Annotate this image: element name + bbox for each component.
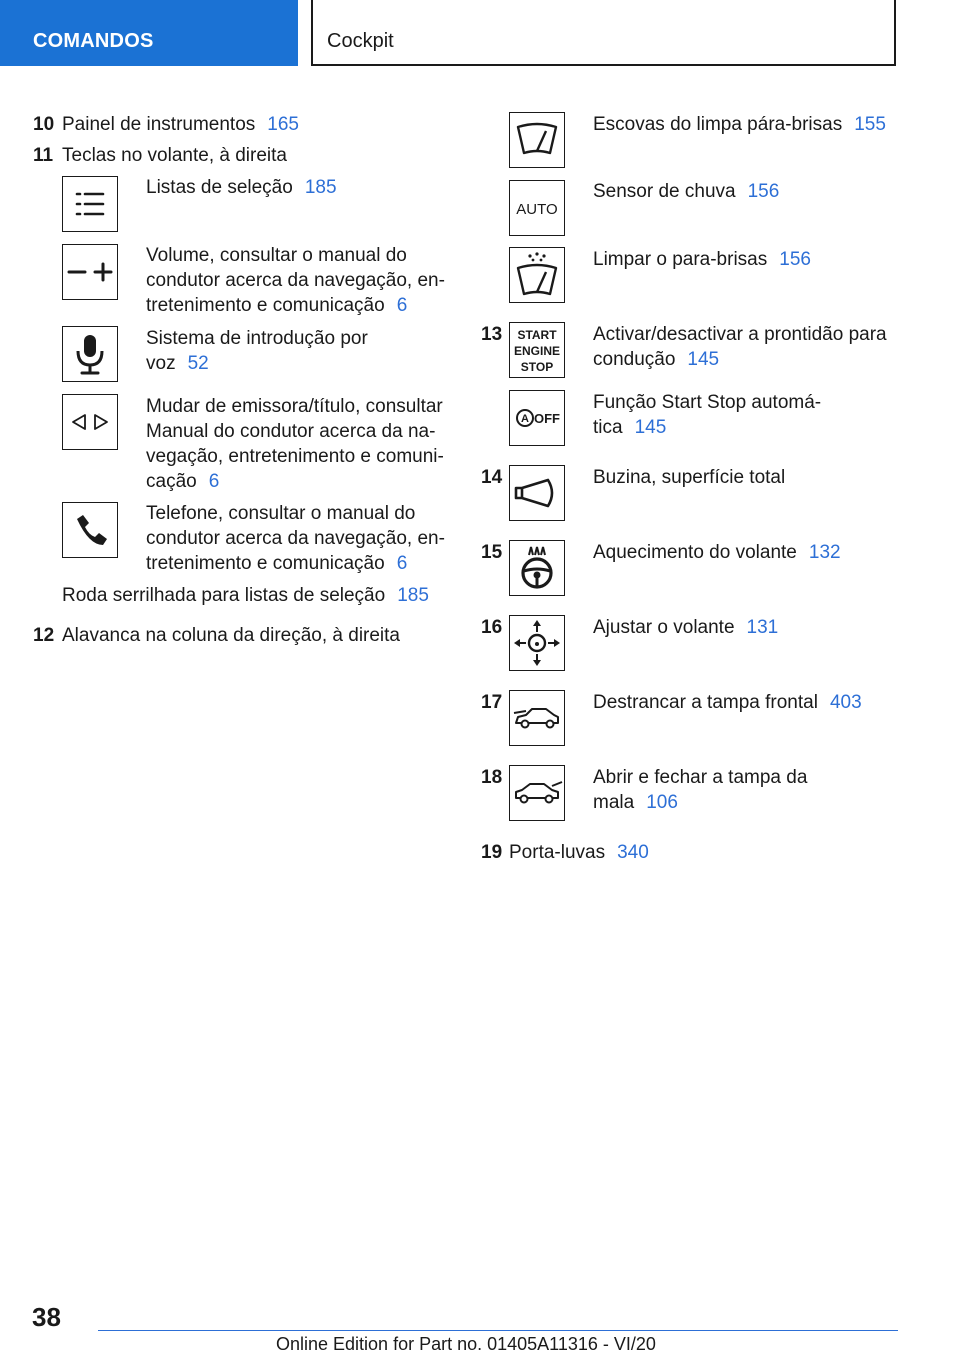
entry-text: Limpar o para-brisas 156 (593, 249, 811, 270)
entry-text: Activar/desactivar a prontidão para (593, 324, 887, 345)
entry-text: Telefone, consultar o manual do (146, 503, 416, 524)
steering-adjust-icon[interactable] (509, 615, 565, 671)
entry-text: tica 145 (593, 417, 667, 438)
page-ref-link[interactable]: 185 (397, 585, 429, 606)
entry-text: Listas de seleção 185 (146, 177, 337, 198)
entry-text: condutor acerca da navegação, en- (146, 528, 445, 549)
svg-text:A: A (521, 413, 529, 425)
microphone-icon (62, 326, 118, 382)
page-ref-link[interactable]: 145 (687, 349, 720, 370)
auto-icon (509, 180, 565, 236)
entry-text: Sistema de introdução por (146, 328, 368, 349)
volume-icon (62, 244, 118, 300)
item-number: 18 (481, 767, 503, 788)
item-number: 14 (481, 467, 503, 488)
entry-text: mala 106 (593, 792, 678, 813)
entry-text: Mudar de emissora/título, consultar (146, 396, 443, 417)
page-ref-link[interactable]: 340 (617, 842, 649, 863)
entry-text: cação 6 (146, 471, 220, 492)
page-ref-link[interactable]: 106 (646, 792, 678, 813)
item-number: 12 (33, 625, 55, 646)
section-label: COMANDOS (33, 30, 154, 52)
item-number: 11 (33, 145, 54, 166)
page-ref-link[interactable]: 132 (808, 542, 841, 563)
chapter-header (311, 0, 896, 66)
page-ref-link[interactable]: 145 (634, 417, 667, 438)
entry-text: Manual do condutor acerca da na- (146, 421, 436, 442)
horn-icon (509, 465, 565, 521)
icon-text: AUTO (516, 201, 558, 218)
entry-text: Volume, consultar o manual do (146, 245, 407, 266)
page-ref-link[interactable]: 403 (829, 692, 862, 713)
thumbwheel-text: Roda serrilhada para listas de seleção 185 (62, 585, 429, 606)
steering-heat-icon[interactable] (509, 540, 565, 596)
item-number: 19 (481, 842, 503, 863)
entry-text: Escovas do limpa pára-brisas 155 (593, 114, 886, 135)
entry-text: Sensor de chuva 156 (593, 181, 780, 202)
entry-text: Ajustar o volante 131 (593, 617, 779, 638)
page-ref-link[interactable]: 155 (854, 114, 886, 135)
section-tab (0, 0, 298, 66)
entry-text: tretenimento e comunicação 6 (146, 295, 408, 316)
list-icon (62, 176, 118, 232)
auto-start-stop-off-icon (509, 390, 565, 446)
page-ref-link[interactable]: 185 (304, 177, 337, 198)
item-number: 17 (481, 692, 503, 713)
entry-text: Buzina, superfície total (593, 467, 786, 488)
page-ref-link[interactable]: 6 (396, 295, 408, 316)
footer-divider (98, 1330, 898, 1331)
page-ref-link[interactable]: 131 (746, 617, 779, 638)
icon-text: ENGINE (513, 344, 561, 358)
entry-text: vegação, entretenimento e comuni- (146, 446, 444, 467)
chapter-title: Cockpit (327, 30, 394, 52)
entry-text: condutor acerca da navegação, en- (146, 270, 445, 291)
icon-text: STOP (520, 360, 554, 374)
item-number: 15 (481, 542, 503, 563)
entry-text: condução 145 (593, 349, 720, 370)
trunk-icon[interactable] (509, 765, 565, 821)
phone-icon (62, 502, 118, 558)
item-number: 13 (481, 324, 503, 345)
entry-text: Destrancar a tampa frontal 403 (593, 692, 862, 713)
item-number: 16 (481, 617, 503, 638)
page-number: 38 (32, 1302, 61, 1332)
page-ref-link[interactable]: 6 (396, 553, 408, 574)
item-text: Teclas no volante, à direita (62, 145, 287, 166)
item-text: Painel de instrumentos 165 (62, 114, 299, 135)
wiper-icon (509, 112, 565, 168)
page-ref-link[interactable]: 6 (208, 471, 220, 492)
entry-text: tretenimento e comunicação 6 (146, 553, 408, 574)
item-number: 10 (33, 114, 55, 135)
skip-arrows-icon (62, 394, 118, 450)
page-ref-link[interactable]: 156 (747, 181, 780, 202)
page-ref-link[interactable]: 156 (779, 249, 811, 270)
item-text: Alavanca na coluna da direção, à direita (62, 625, 401, 646)
front-hood-icon (509, 690, 565, 746)
washer-icon (509, 247, 565, 303)
entry-text: Aquecimento do volante 132 (593, 542, 841, 563)
entry-text: Abrir e fechar a tampa da (593, 767, 808, 788)
entry-text: Função Start Stop automá- (593, 392, 822, 413)
start-stop-icon[interactable] (509, 322, 565, 378)
icon-text: START (517, 328, 557, 342)
item-text: Porta-luvas 340 (509, 842, 649, 863)
page-ref-link[interactable]: 52 (187, 353, 209, 374)
icon-text: OFF (534, 411, 560, 426)
edition-text: Online Edition for Part no. 01405A11316 - VI/20 (276, 1334, 656, 1354)
entry-text: voz 52 (146, 353, 209, 374)
page-ref-link[interactable]: 165 (267, 114, 299, 135)
